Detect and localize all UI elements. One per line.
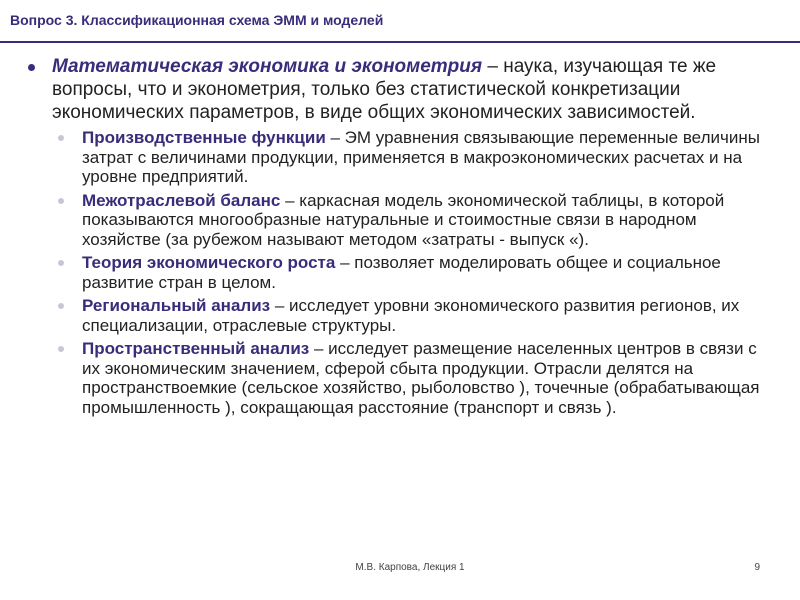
sub-description: – исследует уровни экономического развития регионов, их специализации, отраслевые структуры. (82, 296, 740, 335)
sub-description: – позволяет моделировать общее и социальное развитие стран в целом. (82, 253, 721, 292)
header-divider (0, 41, 800, 43)
slide-header (0, 0, 800, 42)
sub-term: Региональный анализ (82, 296, 271, 315)
sub-term: Межотраслевой баланс (82, 190, 281, 210)
page-number: 9 (754, 562, 760, 573)
main-description: – наука, изучающая те же вопросы, что и эконометрия, только без статистической конкретизации экономических параметров, в виде общих экономических зависимостей. (52, 56, 717, 123)
sub-bullet-dot-icon (58, 346, 64, 352)
sub-bullet-dot-icon (58, 135, 64, 141)
slide-content (28, 55, 776, 421)
main-bullet-dot-icon (28, 64, 35, 71)
sub-description: – исследует размещение населенных центров в связи с их экономическим значением, сферой сбыта продукции. Отрасли делятся на пространствоемкие (сельское хозяйство, рыболовство ), точечные (обрабатывающая промышленность ), сокращающая расстояние (транспорт и связь ). (82, 339, 760, 417)
sub-bullet-item-input-output-balance (58, 191, 776, 250)
sub-description: – каркасная модель экономической таблицы, в которой показываются многообразные натуральные и стоимостные связи в народном хозяйстве (за рубежом называют методом «затраты - выпуск «). (82, 190, 725, 249)
sub-bullet-dot-icon (58, 303, 64, 309)
sub-bullet-dot-icon (58, 198, 64, 204)
sub-bullet-item-production-functions (58, 128, 776, 187)
sub-term: Производственные функции (82, 128, 326, 147)
footer-author: М.В. Карпова, Лекция 1 (355, 562, 465, 573)
sub-bullet-item-spatial-analysis (58, 339, 776, 417)
sub-bullet-list (28, 128, 776, 417)
sub-bullet-item-regional-analysis (58, 296, 776, 335)
sub-term: Теория экономического роста (82, 253, 336, 272)
sub-term: Пространственный анализ (82, 339, 310, 358)
main-term: Математическая экономика и эконометрия (52, 56, 483, 77)
sub-description: – ЭМ уравнения связывающие переменные величины затрат с величинами продукции, применяется в макроэкономических расчетах и на уровне предприятий. (82, 128, 760, 186)
sub-bullet-dot-icon (58, 260, 64, 266)
main-bullet-item (28, 55, 776, 124)
sub-bullet-item-economic-growth-theory (58, 253, 776, 292)
slide-title: Вопрос 3. Классификационная схема ЭММ и моделей (10, 12, 384, 28)
